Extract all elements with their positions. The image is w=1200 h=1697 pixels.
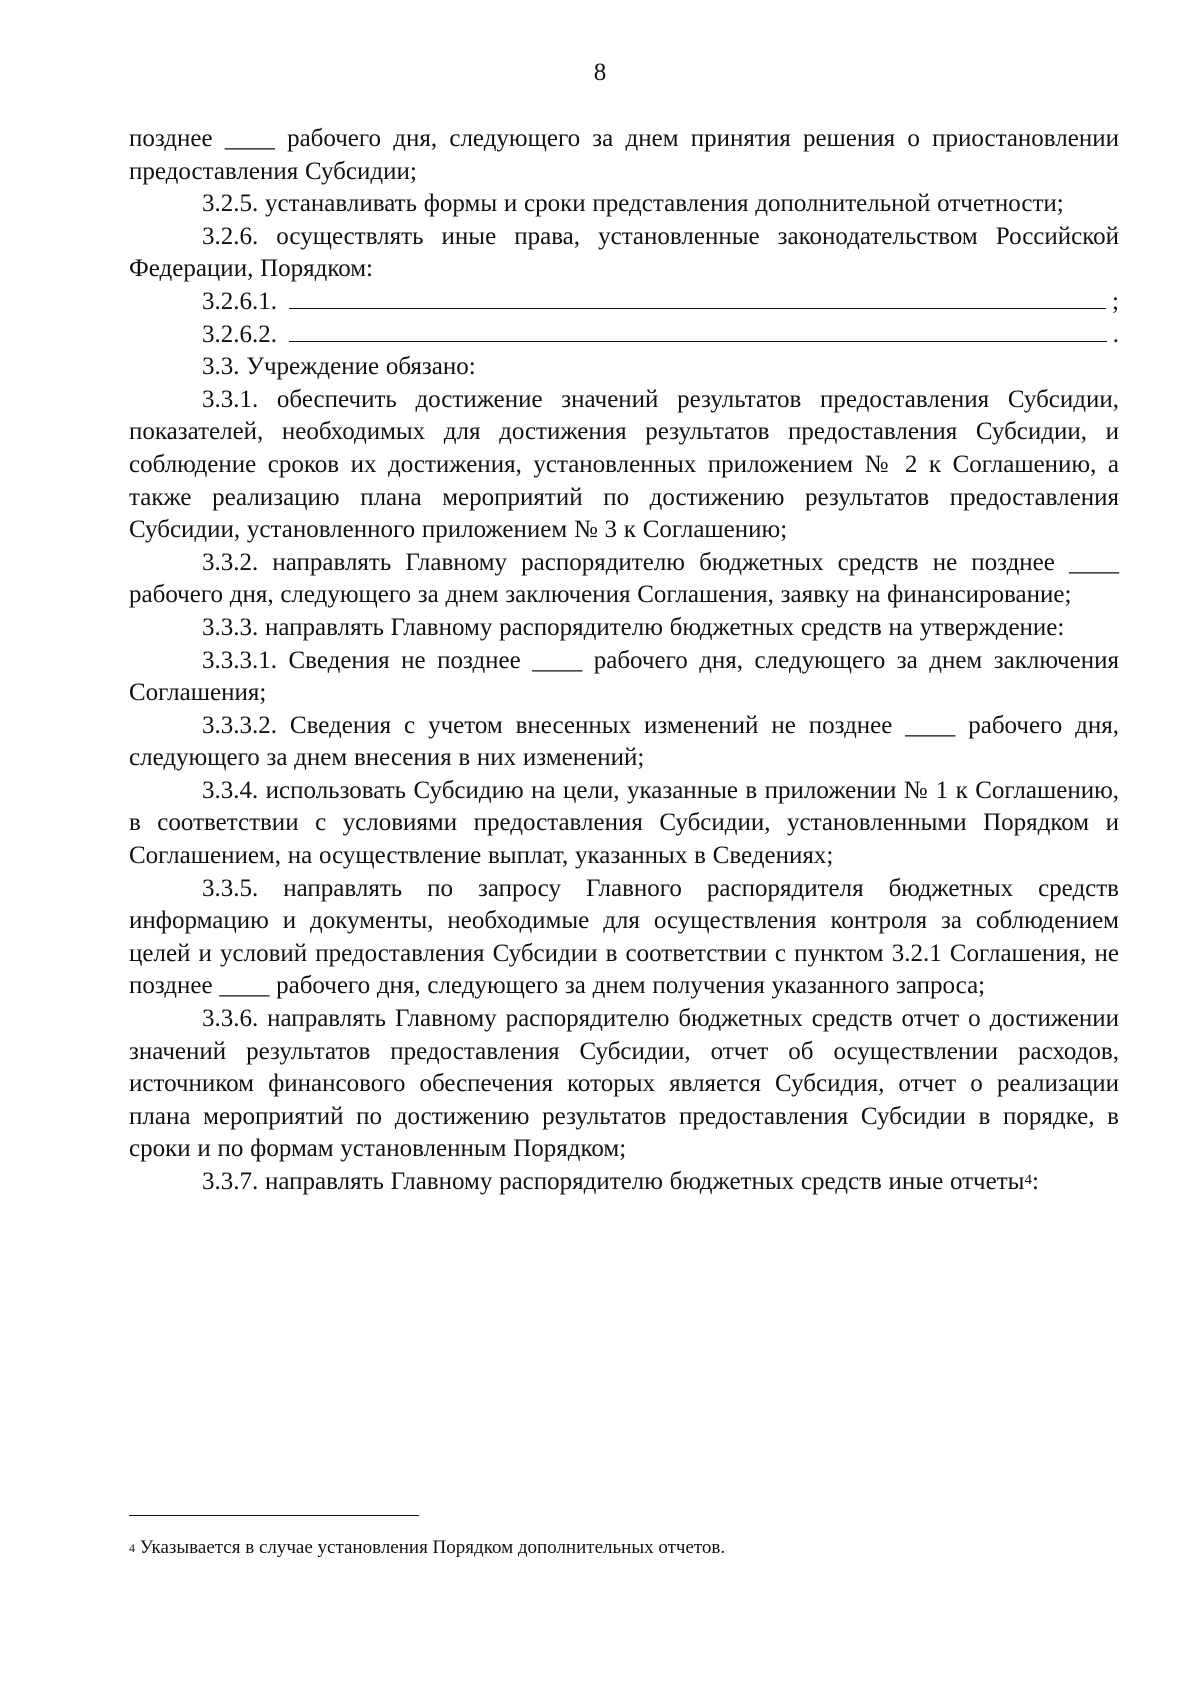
paragraph: 3.3.3.1. Сведения не позднее ____ рабочего дня, следующего за днем заключения Соглашения; — [129, 646, 1119, 707]
paragraph: 3.3.3. направлять Главному распорядителю бюджетных средств на утверждение: — [202, 613, 1065, 641]
footnote — [129, 1536, 1119, 1560]
paragraph: 3.3.5. направлять по запросу Главного распорядителя бюджетных средств информацию и документы, необходимые для осуществления контроля за соблюдением целей и условий предоставления Субсидии в соответствии с пунктом 3.2.1 Соглашения, не позднее ____ рабочего дня, следующего за днем получения указанного запроса; — [129, 874, 1119, 1000]
paragraph: 3.3.3.2. Сведения с учетом внесенных изменений не позднее ____ рабочего дня, следующего за днем внесения в них изменений; — [129, 711, 1119, 772]
fill-in-label: 3.2.6.1. — [202, 287, 277, 315]
footnote-text: Указывается в случае установления Порядком дополнительных отчетов. — [139, 1537, 726, 1558]
page-number: 8 — [593, 59, 607, 86]
paragraph: 3.3.2. направлять Главному распорядителю бюджетных средств не позднее ____ рабочего дня, следующего за днем заключения Соглашения, заявку на финансирование; — [129, 548, 1119, 609]
paragraph: 3.3. Учреждение обязано: — [202, 353, 476, 381]
paragraph: 3.3.1. обеспечить достижение значений результатов предоставления Субсидии, показателей, необходимых для достижения результатов предоставления Субсидии, и соблюдение сроков их достижения, установленных приложением № 2 к Соглашению, а также реализацию плана мероприятий по достижению результатов предоставления Субсидии, установленного приложением № 3 к Соглашению; — [129, 385, 1119, 544]
paragraph-tail: : — [1031, 1168, 1039, 1195]
fill-in-blank-line — [289, 288, 1106, 309]
document-body — [129, 123, 1119, 1199]
paragraph: позднее ____ рабочего дня, следующего за днем принятия решения о приостановлении предоставления Субсидии; — [129, 125, 1119, 185]
footnote-marker: 4 — [129, 1541, 135, 1555]
paragraph: 3.2.5. устанавливать формы и сроки представления дополнительной отчетности; — [202, 190, 1064, 218]
paragraph-text: 3.3.7. направлять Главному распорядителю бюджетных средств иные отчеты — [202, 1168, 1025, 1195]
paragraph — [129, 1166, 1119, 1199]
footnote-separator — [129, 1515, 419, 1516]
footnote-reference: 4 — [1024, 1172, 1032, 1188]
fill-in-end: ; — [1112, 287, 1119, 315]
paragraph: 3.2.6. осуществлять иные права, установленные законодательством Российской Федерации, Порядком: — [129, 222, 1119, 283]
fill-in-row — [129, 319, 1119, 352]
fill-in-label: 3.2.6.2. — [202, 320, 277, 348]
fill-in-end: . — [1112, 320, 1119, 348]
paragraph: 3.3.4. использовать Субсидию на цели, указанные в приложении № 1 к Соглашению, в соответствии с условиями предоставления Субсидии, установленными Порядком и Соглашением, на осуществление выплат, указанных в Сведениях; — [129, 776, 1119, 870]
paragraph: 3.3.6. направлять Главному распорядителю бюджетных средств отчет о достижении значений результатов предоставления Субсидии, отчет об осуществлении расходов, источником финансового обеспечения которых является Субсидия, отчет о реализации плана мероприятий по достижению результатов предоставления Субсидии в порядке, в сроки и по формам установленным Порядком; — [129, 1005, 1119, 1163]
fill-in-blank-line — [289, 321, 1107, 342]
fill-in-row — [129, 286, 1119, 319]
